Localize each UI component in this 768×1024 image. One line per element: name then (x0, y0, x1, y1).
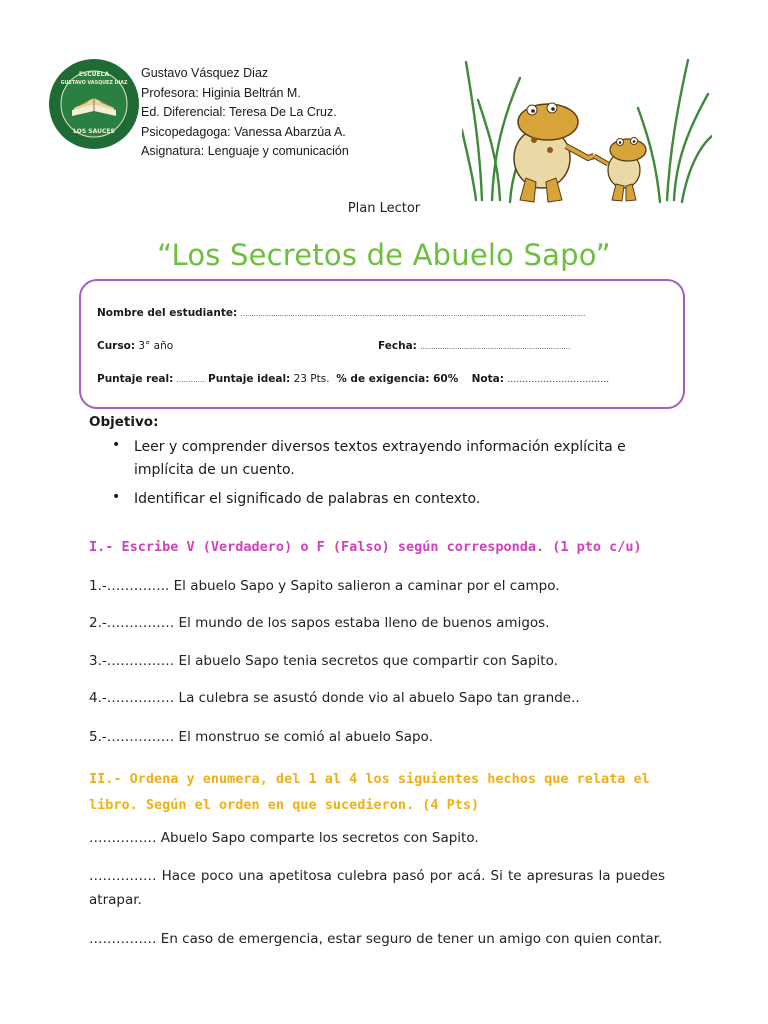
curso-row (97, 340, 173, 352)
logo-ring-text: GUSTAVO VASQUEZ DIAZ (60, 81, 128, 86)
frogs-illustration (462, 50, 712, 210)
teacher-line: Profesora: Higinia Beltrán M. (141, 85, 301, 100)
ordering-item: …………… Hace poco una apetitosa culebra pasó por acá. Si te apresuras la puedes atrapar. (89, 868, 665, 908)
fecha-label: Fecha: (378, 340, 417, 352)
curso-label: Curso: (97, 340, 136, 352)
objective-heading: Objetivo: (89, 414, 159, 430)
special-ed-line: Ed. Diferencial: Teresa De La Cruz. (141, 105, 337, 119)
big-frog-icon (514, 103, 594, 202)
grass-icon (462, 60, 712, 202)
nota-label: Nota: (471, 373, 504, 385)
score-row (97, 373, 609, 385)
curso-value: 3° año (138, 340, 174, 352)
true-false-item: 1.-………….. El abuelo Sapo y Sapito salieron a caminar por el campo. (89, 578, 560, 594)
section-2-heading: II.- Ordena y enumera, del 1 al 4 los siguientes hechos que relata el libro. Según el orden en que sucedieron. (4 Pts) (89, 771, 650, 813)
true-false-item: 2.-…………… El mundo de los sapos estaba lleno de buenos amigos. (89, 615, 550, 631)
nota-field[interactable]: ……………………………. (507, 375, 610, 385)
exigencia-label: % de exigencia: 60% (336, 373, 459, 385)
puntaje-real-field[interactable]: ………… (176, 376, 205, 384)
school-name: Gustavo Vásquez Diaz (141, 66, 269, 80)
ordering-item: …………… Abuelo Sapo comparte los secretos con Sapito. (89, 830, 479, 846)
true-false-item: 5.-…………… El monstruo se comió al abuelo Sapo. (89, 729, 433, 745)
student-name-row (97, 307, 585, 319)
bullet-icon: • (112, 437, 121, 453)
bullet-icon: • (112, 489, 121, 505)
ordering-item: …………… En caso de emergencia, estar seguro de tener un amigo con quien contar. (89, 931, 663, 947)
fecha-field[interactable]: …………………………………………………………… (420, 343, 570, 351)
student-info-box (79, 279, 685, 409)
logo-top-text: ESCUELA (78, 71, 110, 78)
objective-item-1: Leer y comprender diversos textos extrayendo información explícita e implícita de un cuento. (134, 439, 626, 478)
puntaje-real-label: Puntaje real: (97, 373, 174, 385)
true-false-item: 3.-…………… El abuelo Sapo tenia secretos que compartir con Sapito. (89, 653, 558, 669)
student-name-label: Nombre del estudiante: (97, 307, 238, 319)
puntaje-ideal-value: 23 Pts. (293, 373, 330, 385)
student-name-field[interactable]: …………………………………………………………………………………………………………………………………………… (240, 310, 586, 318)
small-frog-icon (594, 138, 646, 202)
staff-info (141, 64, 349, 162)
plan-lector-label: Plan Lector (347, 201, 421, 216)
logo-bottom-text: LOS SAUCES (73, 128, 115, 135)
page-title: “Los Secretos de Abuelo Sapo” (157, 238, 611, 272)
true-false-item: 4.-…………… La culebra se asustó donde vio al abuelo Sapo tan grande.. (89, 690, 580, 706)
school-logo (48, 58, 140, 150)
subject-line: Asignatura: Lenguaje y comunicación (141, 144, 349, 158)
section-1-heading: I.- Escribe V (Verdadero) o F (Falso) según corresponda. (1 pto c/u) (89, 539, 642, 555)
fecha-row (378, 340, 570, 352)
objective-item-2: Identificar el significado de palabras en contexto. (134, 491, 481, 507)
puntaje-ideal-label: Puntaje ideal: (208, 373, 291, 385)
psychopedagogue-line: Psicopedagoga: Vanessa Abarzúa A. (141, 124, 346, 139)
